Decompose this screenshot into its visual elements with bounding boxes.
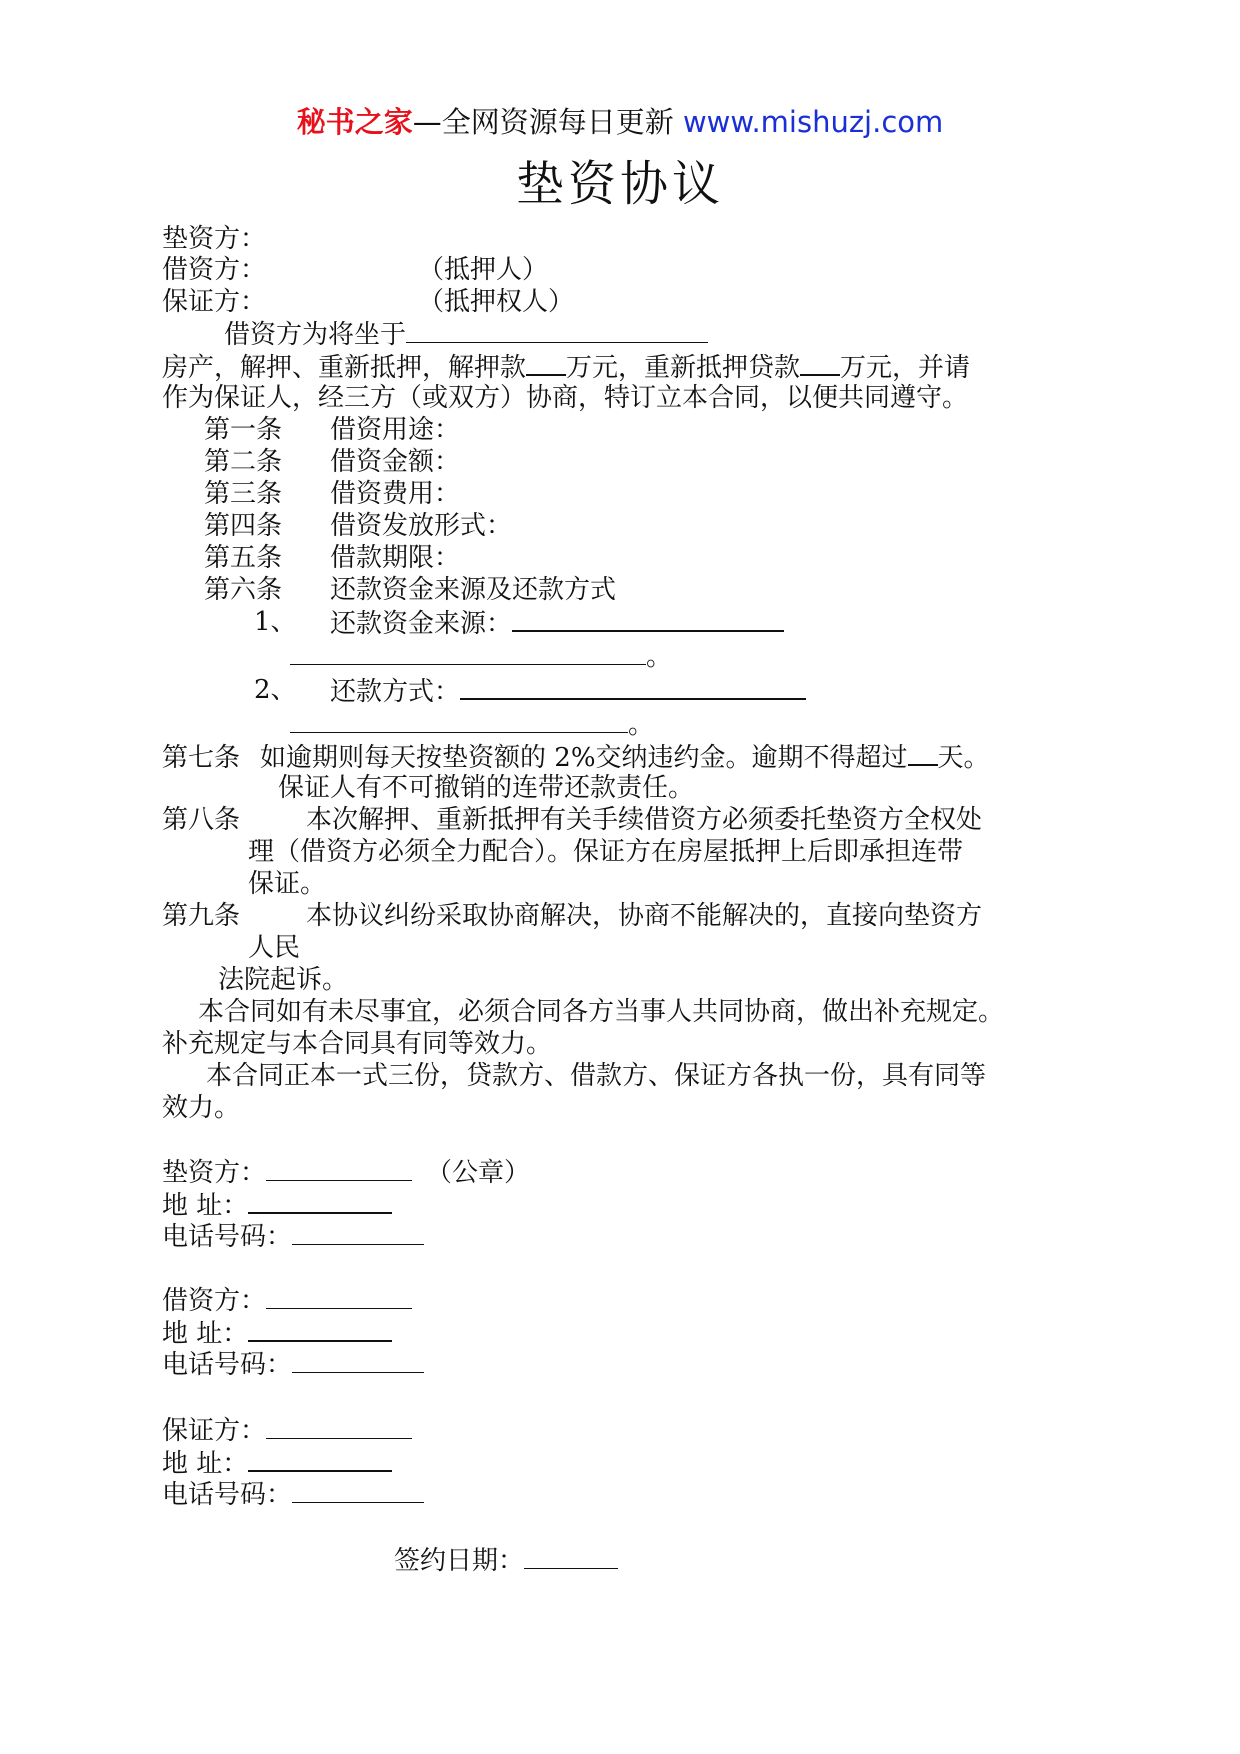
closing-p1-line-2: 补充规定与本合同具有同等效力。 [162,1029,553,1059]
signing-date-line [394,1544,618,1577]
phone-blank[interactable] [292,1348,424,1373]
period-mark: 。 [646,642,673,672]
intro-text: 借资方为将坐于 [224,320,407,350]
article-text: 借资费用： [330,479,461,509]
party-guarantor-note: （抵押权人） [418,287,575,317]
repayment-source-label: 还款资金来源： [330,609,513,639]
article-number: 第一条 [204,415,283,445]
article-text: 借资用途： [330,415,461,445]
article-number: 第七条 [162,743,241,773]
article-number: 第四条 [204,511,283,541]
closing-p2-line-2: 效力。 [162,1093,241,1123]
phone-label: 电话号码： [162,1480,293,1510]
article-7-line-2: 保证人有不可撤销的连带还款责任。 [278,773,695,803]
repayment-source-cont [290,640,672,673]
article-number: 第八条 [162,805,241,835]
party-lender: 垫资方： [162,224,267,254]
intro-text: 万元，并请 [840,353,971,383]
article-text: 还款资金来源及还款方式 [330,575,617,605]
article-text: 天。 [937,743,990,773]
article-8-line-1: 本次解押、重新抵押有关手续借资方必须委托垫资方全权处 [306,805,983,835]
address-label: 地 址： [162,1319,249,1349]
site-url[interactable]: www.mishuzj.com [682,105,944,139]
sign-lender-address-line [162,1188,392,1222]
address-blank[interactable] [248,1446,392,1472]
article-number: 第五条 [204,543,283,573]
repayment-item-number: 1、 [254,607,297,637]
sign-lender-blank[interactable] [266,1156,412,1181]
phone-blank[interactable] [292,1220,424,1245]
article-text: 借资金额： [330,447,461,477]
article-number: 第六条 [204,575,283,605]
intro-line-1 [224,318,708,351]
release-amount-blank[interactable] [526,350,566,376]
intro-text: 房产，解押、重新抵押，解押款 [162,353,527,383]
party-borrower: 借资方： [162,255,267,285]
address-label: 地 址： [162,1449,249,1479]
intro-line-3: 作为保证人，经三方（或双方）协商，特订立本合同，以便共同遵守。 [162,383,969,413]
repayment-method-line [330,674,806,708]
period-mark: 。 [628,710,655,740]
phone-label: 电话号码： [162,1222,293,1252]
phone-label: 电话号码： [162,1350,293,1380]
sign-guarantor-line [162,1414,412,1447]
article-text: 如逾期则每天按垫资额的 2%交纳违约金。逾期不得超过 [260,743,908,773]
closing-p2-line-1: 本合同正本一式三份，贷款方、借款方、保证方各执一份，具有同等 [206,1061,987,1091]
sign-guarantor-blank[interactable] [266,1414,412,1439]
intro-line-2 [162,350,970,384]
article-number: 第九条 [162,901,241,931]
closing-p1-line-1: 本合同如有未尽事宜，必须合同各方当事人共同协商，做出补充规定。 [198,997,1005,1027]
overdue-days-blank[interactable] [908,740,938,766]
sign-borrower-label: 借资方： [162,1286,267,1316]
sign-guarantor-phone-line [162,1478,424,1511]
party-borrower-note: （抵押人） [418,255,549,285]
sign-borrower-blank[interactable] [266,1284,412,1309]
article-8-line-2: 理（借资方必须全力配合）。保证方在房屋抵押上后即承担连带 [248,837,964,867]
sign-borrower-line [162,1284,412,1317]
repayment-method-blank-2[interactable] [290,708,628,733]
address-blank[interactable] [248,1188,392,1214]
brand-name: 秘书之家 [296,105,413,139]
sign-borrower-phone-line [162,1348,424,1381]
sign-lender-label: 垫资方： [162,1158,267,1188]
signing-date-blank[interactable] [524,1544,618,1569]
repayment-source-blank-2[interactable] [290,640,646,665]
article-7-line-1 [162,740,990,774]
document-title: 垫资协议 [515,156,724,212]
article-9-line-2: 人民 [248,933,301,963]
intro-text: 万元，重新抵押贷款 [566,353,801,383]
article-text: 借款期限： [330,543,461,573]
signing-date-label: 签约日期： [394,1546,525,1576]
repayment-method-label: 还款方式： [330,677,461,707]
site-header [0,100,1240,144]
address-label: 地 址： [162,1191,249,1221]
sign-lender-phone-line [162,1220,424,1253]
repayment-source-blank[interactable] [512,606,784,632]
repayment-item-number: 2、 [254,675,297,705]
address-blank[interactable] [248,1316,392,1342]
article-text: 借资发放形式： [330,511,513,541]
sign-borrower-address-line [162,1316,392,1350]
phone-blank[interactable] [292,1478,424,1503]
article-8-line-3: 保证。 [248,869,327,899]
mortgage-amount-blank[interactable] [800,350,840,376]
repayment-method-cont [290,708,654,741]
repayment-method-blank[interactable] [460,674,806,700]
article-number: 第三条 [204,479,283,509]
party-guarantor: 保证方： [162,287,267,317]
sign-lender-line [162,1156,530,1189]
article-number: 第二条 [204,447,283,477]
sign-guarantor-label: 保证方： [162,1416,267,1446]
property-location-blank[interactable] [406,318,708,343]
seal-note: （公章） [426,1158,531,1188]
article-9-line-3: 法院起诉。 [218,965,349,995]
article-9-line-1: 本协议纠纷采取协商解决，协商不能解决的，直接向垫资方 [306,901,983,931]
sign-guarantor-address-line [162,1446,392,1480]
repayment-source-line [330,606,784,640]
header-slogan: —全网资源每日更新 [412,105,683,139]
